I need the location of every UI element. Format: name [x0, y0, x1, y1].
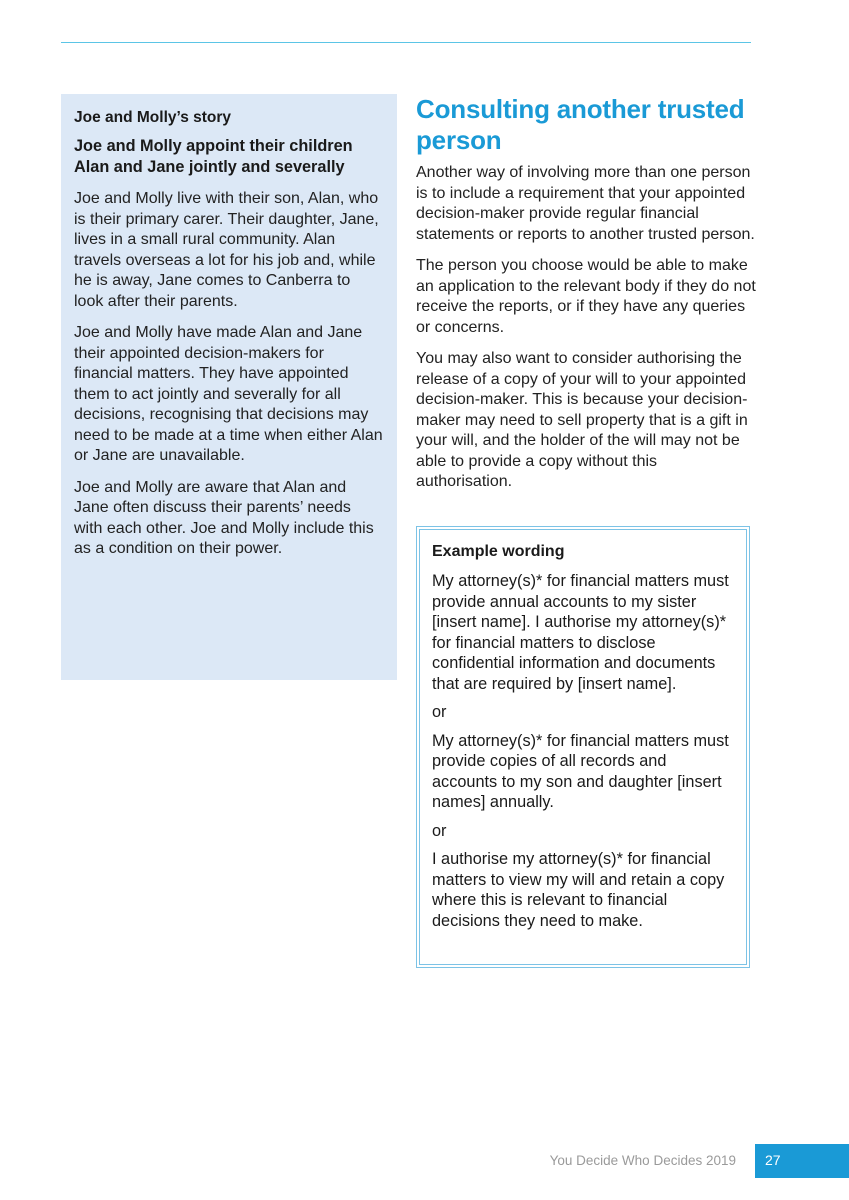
case-study-paragraph: Joe and Molly live with their son, Alan, who is their primary carer. Their daughter, Jane, lives in a small rural community. Alan travels overseas a lot for his job and, while he is away, Jane comes to Canberra to look after their parents.: [74, 190, 379, 310]
example-wording-box: [416, 526, 750, 968]
body-paragraph: Another way of involving more than one person is to include a requirement that your appointed decision-maker provide regular financial statements or reports to another trusted person.: [416, 164, 755, 243]
example-wording-separator: or: [432, 821, 447, 840]
main-section: [416, 94, 756, 504]
case-study-subtitle: Joe and Molly appoint their children Alan and Jane jointly and severally: [74, 137, 353, 176]
body-paragraph: You may also want to consider authorising the release of a copy of your will to your appointed decision-maker. This is because your decision-maker may need to sell property that is a gift in your will, and the holder of the will may not be able to provide a copy without this authorisation.: [416, 350, 748, 490]
case-study-box: [61, 94, 397, 680]
footer-publication-title: You Decide Who Decides 2019: [549, 1153, 736, 1168]
example-wording-paragraph: I authorise my attorney(s)* for financial matters to view my will and retain a copy where this is relevant to financial decisions they need to make.: [432, 850, 725, 930]
section-heading: Consulting another trusted person: [416, 94, 745, 155]
body-paragraph: The person you choose would be able to make an application to the relevant body if they do not receive the reports, or if they have any queries or concerns.: [416, 257, 756, 336]
example-wording-separator: or: [432, 703, 447, 721]
example-wording-title: Example wording: [432, 543, 565, 560]
case-study-paragraph: Joe and Molly have made Alan and Jane their appointed decision-makers for financial matters. They have appointed them to act jointly and severally for all decisions, recognising that decisions may need to be made at a time when either Alan or Jane are unavailable.: [74, 324, 383, 464]
example-wording-paragraph: My attorney(s)* for financial matters must provide copies of all records and accounts to my son and daughter [insert names] annually.: [432, 731, 729, 811]
case-study-paragraph: Joe and Molly are aware that Alan and Jane often discuss their parents’ needs with each other. Joe and Molly include this as a condition on their power.: [74, 478, 374, 557]
page-number: 27: [755, 1144, 849, 1178]
example-wording-paragraph: My attorney(s)* for financial matters must provide annual accounts to my sister [insert name]. I authorise my attorney(s)* for financial matters to disclose confidential information and documents that are required by [insert name].: [432, 572, 729, 693]
top-divider: [61, 42, 751, 43]
case-study-title: Joe and Molly’s story: [74, 109, 232, 126]
